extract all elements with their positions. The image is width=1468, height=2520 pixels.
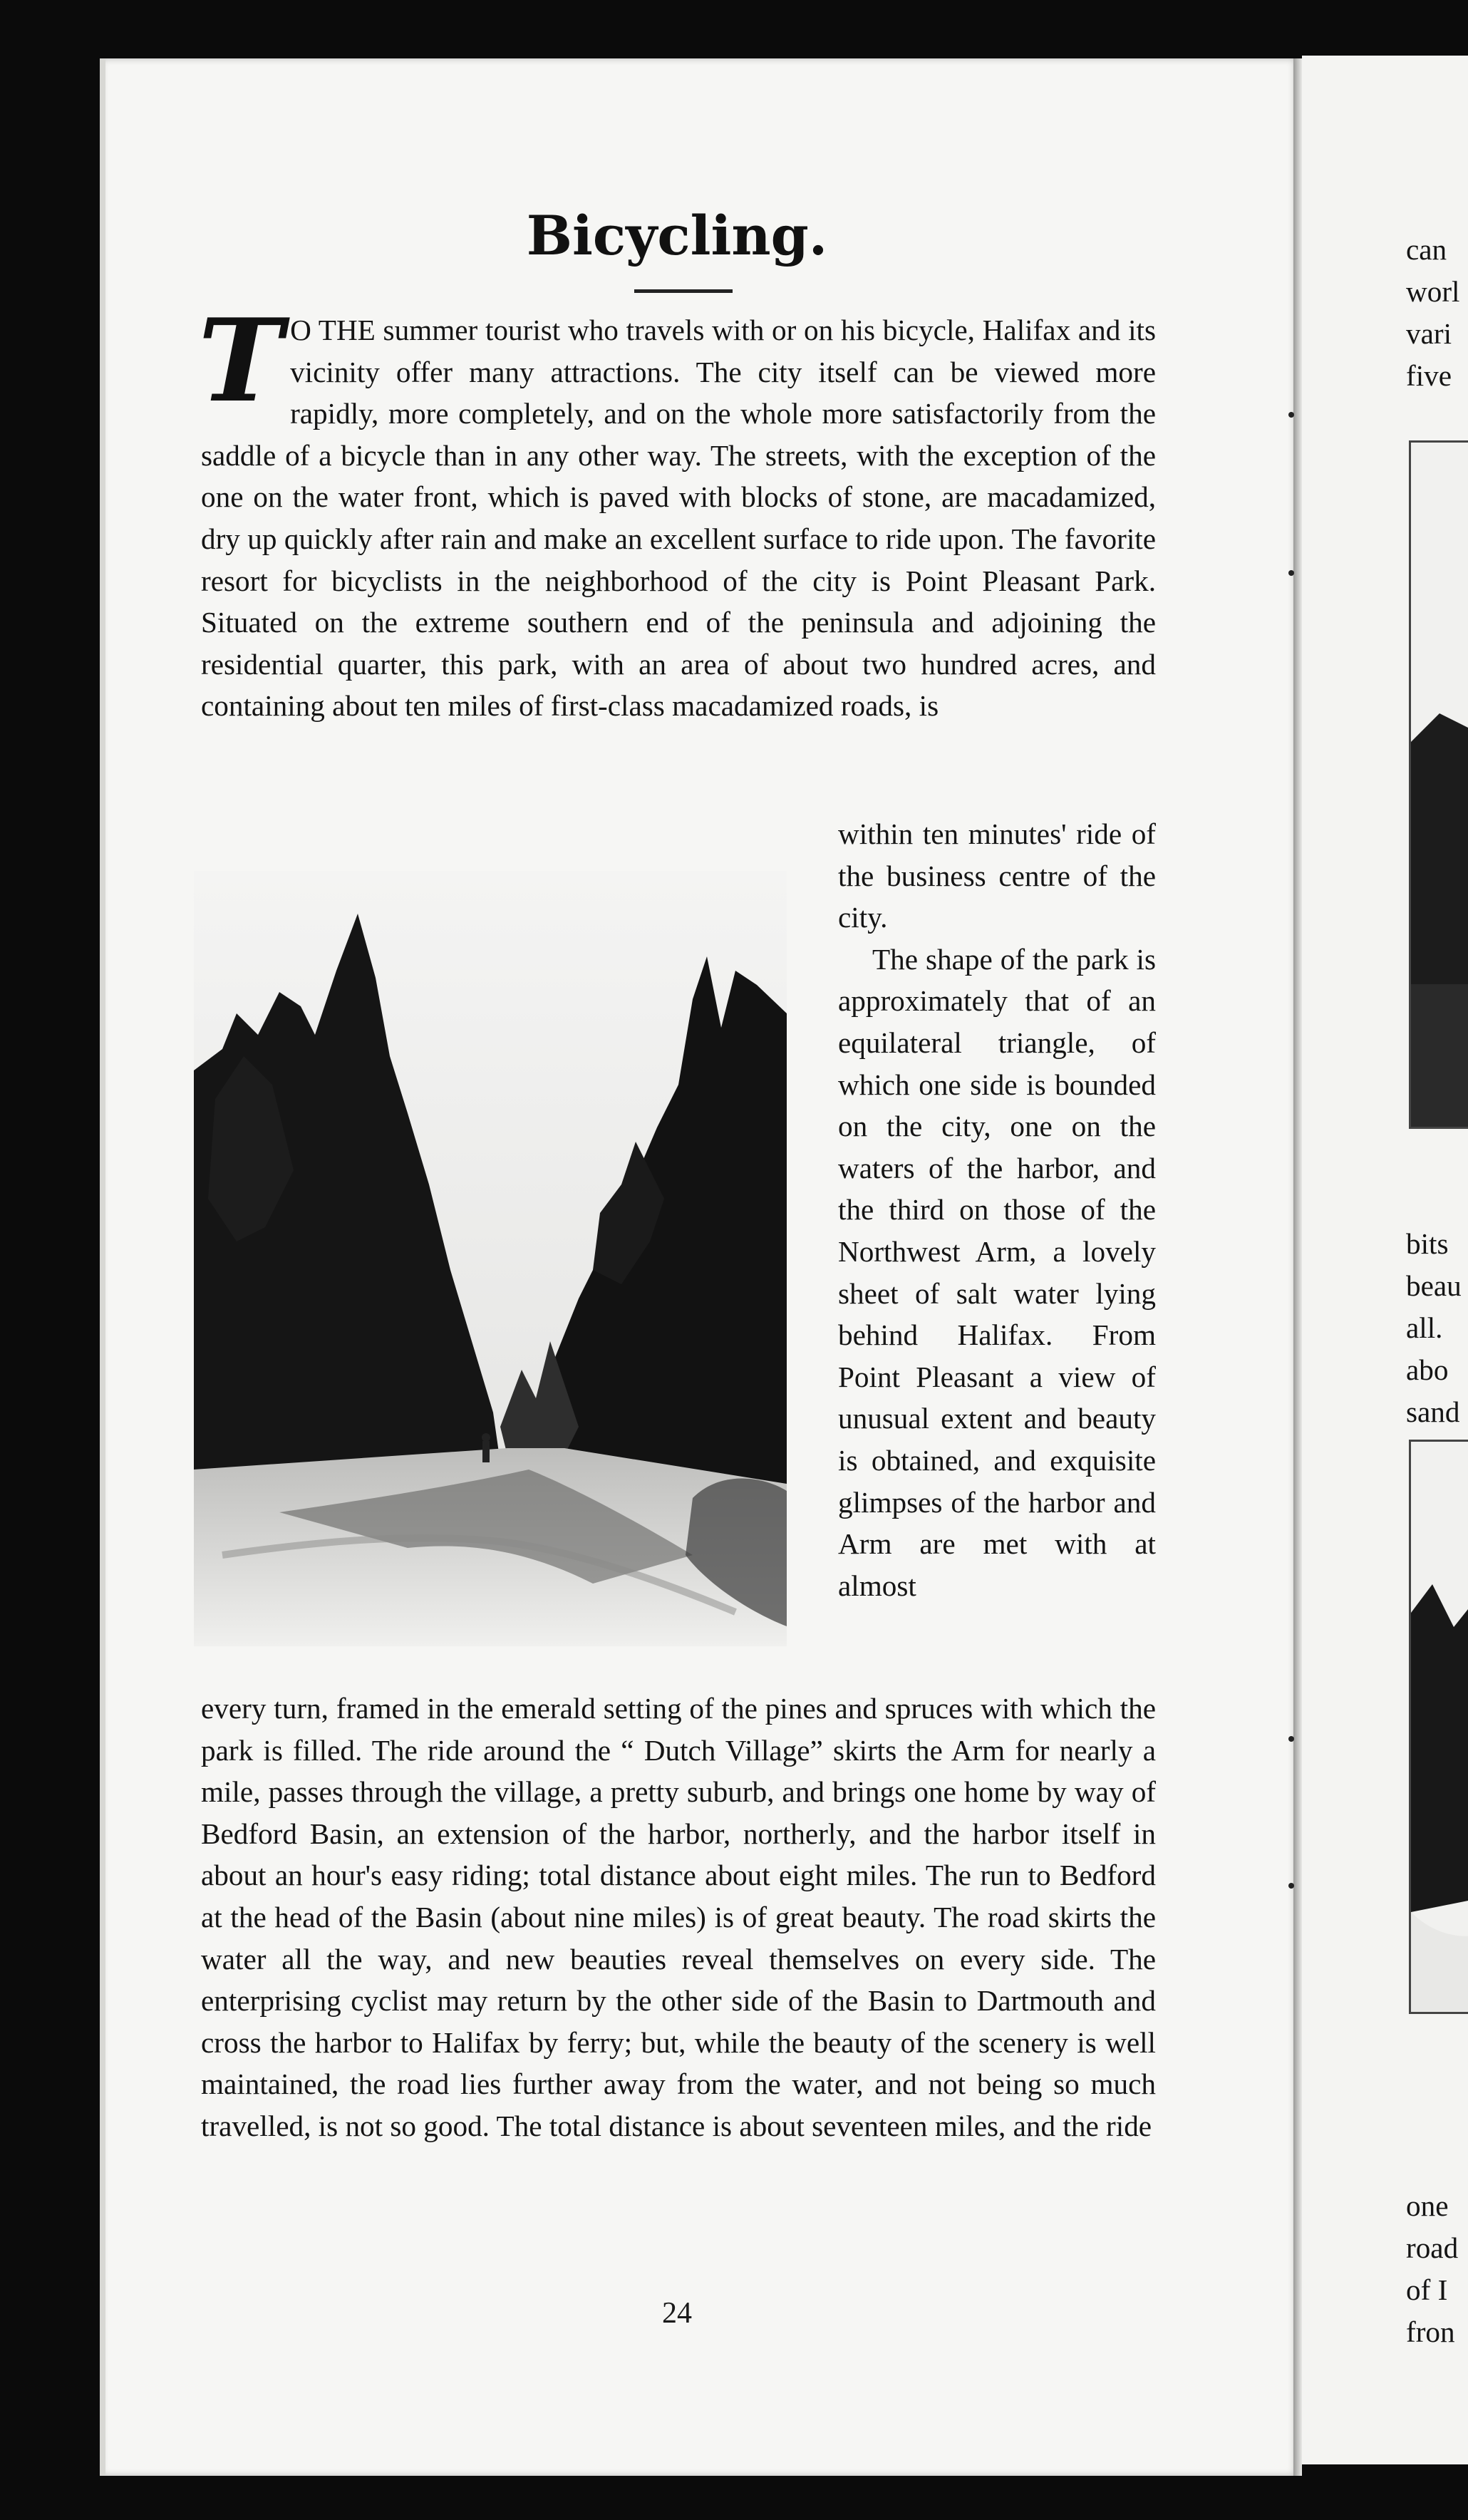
next-page-line: vari (1406, 317, 1452, 350)
continued-paragraph: every turn, framed in the emerald setting of the pines and spruces with which the park is filled. The ride around the “ Dutch Village” skirts the Arm for nearly a mile, passes through the village, a pretty suburb, and brings one home by way of Bedford Basin, an extension of the harbor, northerly, and the harbor itself in about an hour's easy riding; total distance about eight miles. The run to Bedford at the head of the Basin (about nine miles) is of great beauty. The road skirts the water all the way, and new beauties reveal themselves on every side. The enterprising cyclist may return by the other side of the Basin to Dartmouth and cross the harbor to Halifax by ferry; but, while the beauty of the scenery is well maintained, the road lies further away from the water, and not being so much travelled, is not so good. The total distance is about seventeen miles, and the ride (201, 1692, 1156, 2142)
next-page-photo-illustration (1411, 1442, 1468, 2012)
page-gutter (1293, 58, 1302, 2476)
next-page-photo (1409, 440, 1468, 1129)
next-page-line: fron (1406, 2315, 1455, 2348)
title-rule (634, 289, 733, 293)
scan-speck (1288, 1883, 1294, 1889)
opening-paragraph-text: O THE summer tourist who travels with or on his bicycle, Halifax and its vicinity offer many attractions. The city itself can be viewed more rapidly, more completely, and on the whole more satisfactorily from the saddle of a bicycle than in any other way. The streets, with the exception of the one on the water front, which is paved with blocks of stone, are macadamized, dry up quickly after rain and make an excellent surface to ride upon. The favorite resort for bicyclists in the neighborhood of the city is Point Pleasant Park. Situated on the extreme southern end of the peninsula and adjoining the residential quarter, this park, with an area of about two hundred acres, and containing about ten miles of first-class macadamized roads, is (201, 314, 1156, 723)
opening-paragraph (198, 294, 1156, 727)
next-page-line: road (1406, 2231, 1459, 2264)
scan-speck (1288, 570, 1294, 576)
side-column (838, 813, 1156, 1606)
page-number: 24 (662, 2297, 692, 2330)
side-column-text-1: within ten minutes' ride of the business centre of the city. (838, 817, 1156, 934)
next-page (1302, 56, 1468, 2464)
scan-speck (1288, 1736, 1294, 1742)
next-page-line: abo (1406, 1353, 1449, 1386)
scan-speck (1288, 412, 1294, 418)
next-page-line: can (1406, 233, 1447, 266)
next-page-photo-illustration (1411, 443, 1468, 1127)
next-page-line: five (1406, 359, 1452, 392)
park-road-photo-illustration (194, 871, 787, 1646)
next-page-line: of I (1406, 2273, 1448, 2306)
side-column-text-2: The shape of the park is approximately that of an equilateral triangle, of which one side is bounded on the city, one on the waters of the harbor, and the third on those of the Northwest Arm, a lovely sheet of salt water lying behind Halifax. From Point Pleasant a view of unusual extent and beauty is obtained, and exquisite glimpses of the harbor and Arm are met with at almost (838, 942, 1156, 1602)
next-page-photo (1409, 1440, 1468, 2014)
page-title: Bicycling. (526, 204, 828, 267)
next-page-line: sand (1406, 1395, 1460, 1428)
next-page-line: bits (1406, 1227, 1449, 1260)
drop-cap: T (198, 294, 284, 428)
next-page-line: one (1406, 2189, 1449, 2222)
next-page-line: worl (1406, 275, 1460, 308)
park-road-photo (194, 871, 787, 1646)
next-page-line: all. (1406, 1311, 1443, 1344)
next-page-line: beau (1406, 1269, 1462, 1302)
